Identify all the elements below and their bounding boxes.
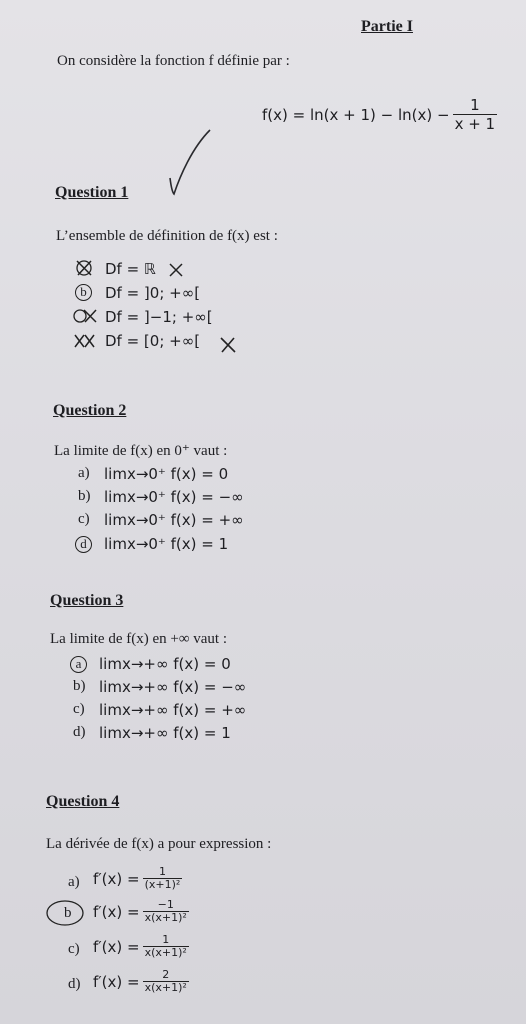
q3-option-d: limx→+∞ f(x) = 1 bbox=[99, 724, 231, 742]
question-2-prompt: La limite de f(x) en 0⁺ vaut : bbox=[54, 443, 228, 459]
crossed-mark-icon bbox=[72, 332, 98, 350]
q1-option-c: Df = ]−1; +∞[ bbox=[105, 308, 213, 326]
question-3-title: Question 3 bbox=[50, 592, 124, 609]
derivative-lhs: f′(x) = bbox=[93, 869, 140, 888]
q3-option-b: limx→+∞ f(x) = −∞ bbox=[99, 678, 247, 696]
q4-option-c-fraction bbox=[143, 934, 189, 959]
fraction-denominator: (x+1)² bbox=[144, 878, 181, 891]
q1-option-b: Df = ]0; +∞[ bbox=[105, 284, 201, 302]
q3-option-a: limx→+∞ f(x) = 0 bbox=[99, 655, 231, 673]
q4-option-a-fraction bbox=[143, 866, 183, 891]
fraction-denominator: x + 1 bbox=[454, 115, 496, 133]
question-1-prompt: L’ensemble de définition de f(x) est : bbox=[56, 228, 278, 244]
q4-label-d: d) bbox=[68, 976, 81, 992]
derivative-lhs: f′(x) = bbox=[93, 972, 140, 991]
q4-option-d-fraction bbox=[143, 969, 189, 994]
fraction-denominator: x(x+1)² bbox=[144, 981, 187, 994]
q4-marker-b: b bbox=[64, 905, 72, 921]
q3-label-d: d) bbox=[73, 724, 86, 740]
fraction-numerator: 1 bbox=[158, 865, 166, 878]
q4-option-d bbox=[93, 969, 189, 994]
q1-option-a: Df = ℝ bbox=[105, 260, 156, 278]
question-1-title: Question 1 bbox=[55, 184, 129, 201]
q3-label-b: b) bbox=[73, 678, 86, 694]
function-fraction bbox=[453, 96, 498, 133]
cross-icon bbox=[219, 336, 237, 354]
function-definition bbox=[262, 96, 497, 133]
question-4-title: Question 4 bbox=[46, 793, 120, 810]
q2-label-a: a) bbox=[78, 465, 90, 481]
checkmark-scribble-icon bbox=[166, 126, 216, 198]
q4-option-b-fraction bbox=[143, 899, 189, 924]
q2-option-d: limx→0⁺ f(x) = 1 bbox=[104, 535, 229, 553]
fraction-denominator: x(x+1)² bbox=[144, 911, 187, 924]
fraction-denominator: x(x+1)² bbox=[144, 946, 187, 959]
q2-option-b: limx→0⁺ f(x) = −∞ bbox=[104, 488, 244, 506]
question-3-prompt: La limite de f(x) en +∞ vaut : bbox=[50, 631, 228, 647]
q3-label-c: c) bbox=[73, 701, 85, 717]
intro-text: On considère la fonction f définie par : bbox=[57, 53, 290, 69]
question-2-title: Question 2 bbox=[53, 402, 127, 419]
fraction-numerator: 1 bbox=[470, 96, 480, 114]
q1-option-d: Df = [0; +∞[ bbox=[105, 332, 201, 350]
circle-mark-icon bbox=[38, 898, 86, 928]
q4-option-a bbox=[93, 866, 182, 891]
cross-icon bbox=[168, 262, 184, 278]
q4-label-a: a) bbox=[68, 874, 80, 890]
q2-option-c: limx→0⁺ f(x) = +∞ bbox=[104, 511, 244, 529]
q3-option-c: limx→+∞ f(x) = +∞ bbox=[99, 701, 247, 719]
q2-label-b: b) bbox=[78, 488, 91, 504]
q1-marker-b: b bbox=[75, 283, 96, 301]
q4-option-b bbox=[93, 899, 189, 924]
fraction-numerator: 2 bbox=[162, 968, 170, 981]
fraction-numerator: 1 bbox=[162, 933, 170, 946]
derivative-lhs: f′(x) = bbox=[93, 902, 140, 921]
part-title: Partie I bbox=[361, 18, 413, 35]
q4-label-c: c) bbox=[68, 941, 80, 957]
derivative-lhs: f′(x) = bbox=[93, 937, 140, 956]
question-4-prompt: La dérivée de f(x) a pour expression : bbox=[46, 836, 272, 852]
crossed-mark-icon bbox=[72, 307, 100, 325]
q2-option-a: limx→0⁺ f(x) = 0 bbox=[104, 465, 229, 483]
q4-option-c bbox=[93, 934, 189, 959]
q2-label-c: c) bbox=[78, 511, 90, 527]
q2-marker-d: d bbox=[75, 535, 96, 553]
function-lhs: f(x) = ln(x + 1) − ln(x) − bbox=[262, 105, 450, 124]
crossed-mark-icon bbox=[74, 258, 96, 278]
fraction-numerator: −1 bbox=[157, 898, 174, 911]
q3-marker-a: a bbox=[70, 655, 91, 673]
